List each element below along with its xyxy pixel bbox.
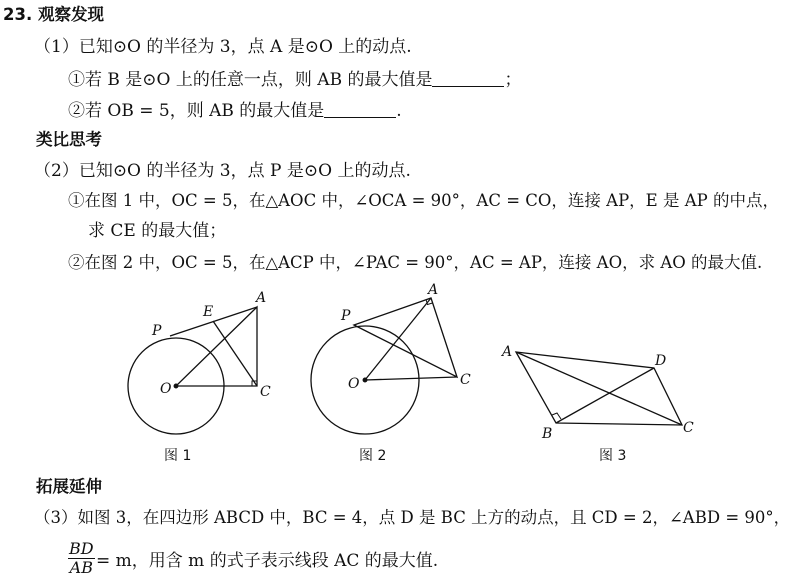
part2-intro: （2）已知⊙O 的半径为 3，点 P 是⊙O 上的动点. — [34, 161, 411, 181]
fig2-label-a: A — [428, 282, 439, 298]
fig1-segment-ce — [213, 321, 257, 386]
fig3-label-b: B — [542, 426, 553, 442]
part1-question2-text: ②若 OB = 5，则 AB 的最大值是 — [68, 101, 325, 121]
part3-fraction-numerator: BD — [69, 539, 94, 558]
fig3-caption: 图 3 — [599, 448, 627, 464]
part1-question2-end: . — [396, 101, 402, 121]
fig3-label-d: D — [655, 353, 667, 369]
problem-title: 23. 观察发现 — [3, 5, 104, 24]
fig2-segment-oc — [365, 377, 457, 380]
fig2-label-o: O — [348, 376, 360, 392]
part3-line1: （3）如图 3，在四边形 ABCD 中，BC = 4，点 D 是 BC 上方的动点，且 CD = 2，∠ABD = 90°， — [34, 508, 791, 527]
fig2-segment-ao — [365, 298, 431, 380]
part3-line2: = m，用含 m 的式子表示线段 AC 的最大值. — [96, 551, 439, 571]
part2-question1-line2: 求 CE 的最大值； — [88, 221, 227, 241]
part1-question1-text: ①若 B 是⊙O 上的任意一点，则 AB 的最大值是 — [68, 70, 433, 90]
fig1-label-p: P — [152, 323, 162, 339]
figure-2 — [311, 298, 457, 434]
fig1-triangle-aoc — [176, 307, 257, 386]
section-heading-analogy: 类比思考 — [36, 130, 102, 149]
fig2-triangle-acp — [354, 298, 457, 377]
fig2-label-c: C — [460, 372, 471, 388]
part3-fraction — [68, 540, 95, 577]
fig2-caption: 图 2 — [359, 448, 387, 464]
part1-intro: （1）已知⊙O 的半径为 3，点 A 是⊙O 上的动点. — [34, 37, 412, 57]
fig1-label-a: A — [256, 290, 267, 306]
fig1-caption: 图 1 — [164, 448, 192, 464]
fig2-label-p: P — [341, 308, 351, 324]
fig1-label-e: E — [203, 304, 214, 320]
fig1-label-c: C — [260, 384, 271, 400]
fig2-center-dot — [363, 378, 367, 382]
fig1-center-dot — [174, 384, 178, 388]
section-heading-extension: 拓展延伸 — [36, 477, 102, 496]
part3-fraction-denominator: AB — [69, 558, 93, 577]
fig3-label-c: C — [683, 420, 694, 436]
part2-question2: ②在图 2 中，OC = 5，在△ACP 中，∠PAC = 90°，AC = AP，连接 AO，求 AO 的最大值. — [68, 253, 763, 272]
figure-1 — [128, 307, 257, 434]
fig3-label-a: A — [502, 344, 513, 360]
part2-question1-line1: ①在图 1 中，OC = 5，在△AOC 中，∠OCA = 90°，AC = CO，连接 AP，E 是 AP 的中点， — [68, 191, 779, 210]
fig1-label-o: O — [160, 381, 172, 397]
part1-question1-end: ； — [504, 70, 522, 90]
